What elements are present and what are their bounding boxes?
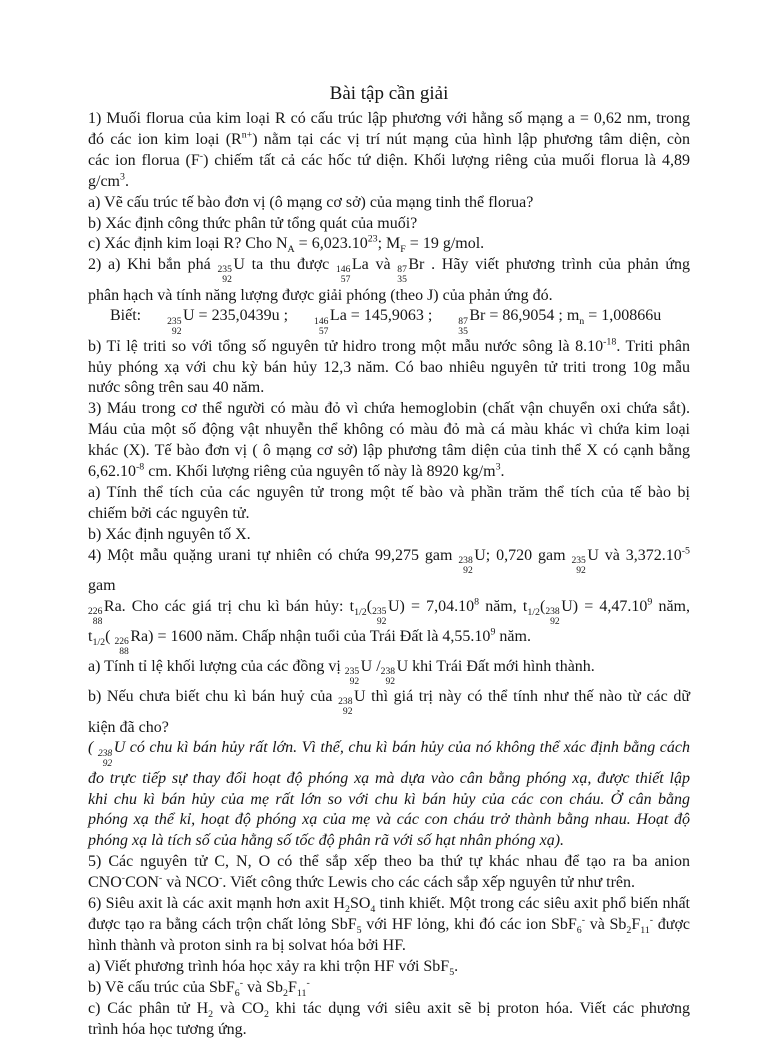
text-line: 1) Muối florua của kim loại R có cấu trúc lập phương với hằng số mạng a = 0,62 nm, trong (88, 109, 690, 130)
text-line: kiện đã cho? (88, 718, 690, 739)
nuclide-notation: 235 92 (571, 556, 585, 576)
text-line: phóng xạ thể kỉ, hoạt độ phóng xạ của mẹ và các con cháu trở thành bằng nhau. Hoạt độ (88, 810, 690, 831)
text-line: 5) Các nguyên tử C, N, O có thể sắp xếp theo ba thứ tự khác nhau để tạo ra ba anion (88, 852, 690, 873)
nuclide-notation: 238 92 (98, 749, 112, 769)
nuclide-notation: 226 88 (88, 607, 102, 627)
text-line: 226 88 Ra. Cho các giá trị chu kì bán hủy: $t_{1/2}$( 235 92 $U) = 7,04.10^8$ năm, $t_{1/2}$( 238 92 $U) = 4,47.10^9$ năm, (88, 597, 690, 627)
text-line: đó các ion kim loại $(R^{n+})$ nằm tại các vị trí nút mạng của hình lập phương tâm diện, còn (88, 130, 690, 151)
nuclide-notation: 238 92 (338, 697, 352, 717)
text-line: b) Nếu chưa biết chu kì bán huỷ của 238 92 U thì giá trị này có thể tính như thế nào từ các dữ (88, 687, 690, 717)
nuclide-notation: 235 92 (345, 667, 359, 687)
text-line: chiếm bởi các nguyên tử. (88, 504, 690, 525)
text-line: 2) a) Khi bắn phá 235 92 U ta thu được 146 57 La và 87 35 Br . Hãy viết phương trình của phản ứng (88, 255, 690, 285)
text-line: a) Tính thể tích của các nguyên tử trong một tế bào và phần trăm thể tích của tế bào bị (88, 483, 690, 504)
nuclide-notation: 238 92 (381, 667, 395, 687)
text-line: b) Tỉ lệ triti so với tổng số nguyên tử hidro trong một mẫu nước sông là $8.10^{-18}$. Triti phân (88, 337, 690, 358)
text-line: $6,62.10^{-8}$ cm. Khối lượng riêng của nguyên tố này là 8920 $kg/m^3$. (88, 462, 690, 483)
text-line: ( 238 92 U có chu kì bán hủy rất lớn. Vì thế, chu kì bán hủy của nó không thể xác định bằng cách (88, 738, 690, 768)
document-content (88, 82, 690, 1040)
text-line: hình thành và proton sinh ra bị solvat hóa bởi HF. (88, 936, 690, 957)
text-line: Biết: 235 92 U = 235,0439u ; 146 57 La = 145,9063 ; 87 35 Br = 86,9054 ; $m_n = 1,00866u$ (88, 306, 690, 336)
nuclide-notation: 238 92 (458, 556, 472, 576)
text-line: CNO-CON- và NCO-. Viết công thức Lewis cho các cách sắp xếp nguyên tử như trên. (88, 873, 690, 894)
nuclide-notation: 226 88 (114, 637, 128, 657)
nuclide-notation: 87 35 (397, 265, 407, 285)
nuclide-notation: 235 92 (372, 607, 386, 627)
text-line: $t_{1/2}$( 226 88 Ra) = 1600 năm. Chấp nhận tuổi của Trái Đất là 4,55.10$^9$ năm. (88, 627, 690, 657)
text-line: các ion florua (F-) chiếm tất cả các hốc tứ diện. Khối lượng riêng của muối florua là 4,89 (88, 151, 690, 172)
text-line: b) Xác định nguyên tố X. (88, 525, 690, 546)
text-line: a) Viết phương trình hóa học xảy ra khi trộn HF với SbF$_5$. (88, 957, 690, 978)
nuclide-notation: 146 57 (336, 265, 350, 285)
nuclide-notation: 87 35 (436, 317, 468, 337)
text-line: 6) Siêu axit là các axit mạnh hơn axit $H_2SO_4$ tinh khiết. Một trong các siêu axit phổ biến nhất (88, 894, 690, 915)
nuclide-notation: 238 92 (545, 607, 559, 627)
document-body (88, 109, 690, 1040)
text-line: b) Xác định công thức phân tử tổng quát của muối? (88, 214, 690, 235)
text-line: c) Các phân tử $H_2$ và $CO_2$ khi tác dụng với siêu axit sẽ bị proton hóa. Viết các phương (88, 999, 690, 1020)
text-line: khi chu kì bán hủy của mẹ rất lớn so với chu kì bán hủy của các con cháu. Ở cân bằng (88, 790, 690, 811)
nuclide-notation: 235 92 (218, 265, 232, 285)
text-line: phóng xạ là tích số của hằng số tốc độ phân rã với số hạt nhân phóng xạ). (88, 831, 690, 852)
text-line: a) Vẽ cấu trúc tế bào đơn vị (ô mạng cơ sở) của mạng tinh thể florua? (88, 193, 690, 214)
text-line: 4) Một mẫu quặng urani tự nhiên có chứa 99,275 gam 238 92 U; 0,720 gam 235 92 U và $3,372.10^{-5}$ gam (88, 546, 690, 597)
text-line: c) Xác định kim loại R? Cho $N_A = 6,023.10^{23}$; $M_F = 19$ g/mol. (88, 234, 690, 255)
document-title: Bài tập cần giải (88, 82, 690, 106)
nuclide-notation: 146 57 (292, 317, 328, 337)
text-line: nước sông trên sau 40 năm. (88, 378, 690, 399)
text-line: khác (X). Tế bào đơn vị ( ô mạng cơ sở) lập phương tâm diện của tinh thể X có cạnh bằng (88, 441, 690, 462)
text-line: a) Tính tỉ lệ khối lượng của các đồng vị 235 92 U / 238 92 U khi Trái Đất mới hình thành. (88, 657, 690, 687)
text-line: đo trực tiếp sự thay đổi hoạt độ phóng xạ mà dựa vào cân bằng phóng xạ, được thiết lập (88, 769, 690, 790)
text-line: phân hạch và tính năng lượng được giải phóng (theo J) của phản ứng đó. (88, 286, 690, 307)
text-line: trình hóa học tương ứng. (88, 1020, 690, 1040)
text-line: $g/cm^3$. (88, 172, 690, 193)
text-line: hủy phóng xạ với chu kỳ bán hủy 12,3 năm. Có bao nhiêu nguyên tử triti trong 10g mẫu (88, 358, 690, 379)
text-line: Máu của một số động vật nhuyễn thể không có màu đỏ mà cá màu khác vì chứa kim loại (88, 420, 690, 441)
text-line: 3) Máu trong cơ thể người có màu đỏ vì chứa hemoglobin (chất vận chuyển oxi chứa sắt). (88, 399, 690, 420)
nuclide-notation: 235 92 (145, 317, 181, 337)
text-line: được tạo ra bằng cách trộn chất lỏng SbF$_5$ với HF lỏng, khi đó các ion SbF$_6$- và $Sb_2F_{11}^-$ được (88, 915, 690, 936)
text-line: b) Vẽ cấu trúc của SbF$_6$- và $Sb_2F_{11}^-$ (88, 978, 690, 999)
